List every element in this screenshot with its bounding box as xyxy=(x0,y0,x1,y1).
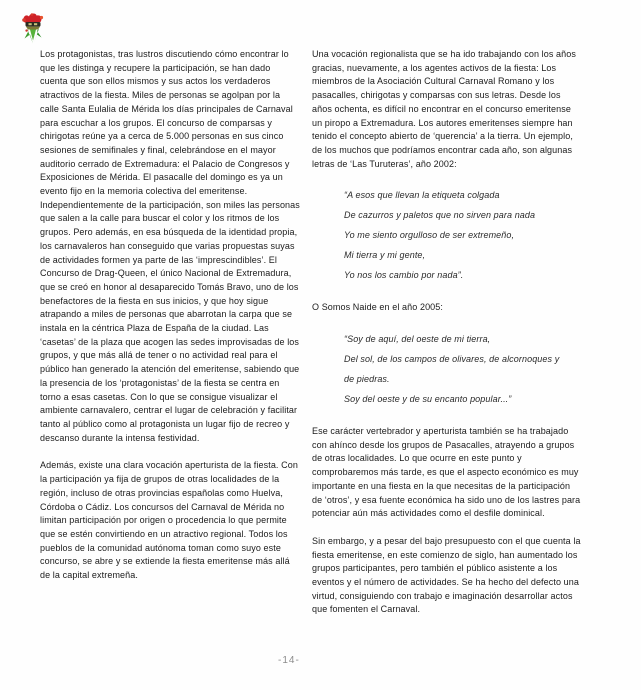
paragraph-caracter-vertebrador: Ese carácter vertebrador y aperturista también se ha trabajado con ahínco desde los grupos de Pasacalles, atrayendo a grupos de otras localidades. Lo que ocurre en este punto y comprobaremos más tarde, es que el aspecto económico es muy importante en una fiesta en la que necesitas de la participación de ‘otros’, y esa fuente económica ha sido uno de los lastres para potenciar aún más actividades como el desfile dominical. xyxy=(312,426,581,519)
verse-line: “Soy de aquí, del oeste de mi tierra, xyxy=(344,334,491,345)
verse-line: Mi tierra y mi gente, xyxy=(344,250,426,261)
two-column-text-body xyxy=(40,48,602,631)
paragraph-sin-embargo: Sin embargo, y a pesar del bajo presupuesto con el que cuenta la fiesta emeritense, en este comienzo de siglo, han aumentado los grupos participantes, pero también el público asistente a los eventos y el número de actividades. Se ha hecho del defecto una virtud, consiguiendo con trabajo e imaginación desarrollar actos que fomenten el Carnaval. xyxy=(312,535,581,615)
page-number: -14- xyxy=(278,655,300,666)
verse-line: “A esos que llevan la etiqueta colgada xyxy=(344,190,500,201)
paragraph-somos-naide: O Somos Naide en el año 2005: xyxy=(312,302,443,313)
paragraph-protagonistas: Los protagonistas, tras lustros discutiendo cómo encontrar lo que les distinga y recupere la participación, se han dado cuenta que son ellos mismos y sus actos los verdaderos atractivos de la fiesta. Miles de personas se agolpan por la calle Santa Eulalia de Mérida los días principales de Carnaval para escuchar a los grupos. El concurso de comparsas y chirigotas reúne ya a cerca de 5.000 personas en sus cinco sesiones de semifinales y final, celebrándose en el mayor auditorio cerrado de Extremadura: el Palacio de Congresos y Exposiciones de Mérida. El pasacalle del domingo es ya un evento fijo en la memoria colectiva del emeritense. Independientemente de la participación, son miles las personas que salen a la calle para buscar el color y los ritmos de los grupos. Pero además, en esa búsqueda de la identidad propia, los carnavaleros han conseguido que varias propuestas suyas de actividades formen ya parte de las ‘imprescindibles’. El Concurso de Drag-Queen, el único Nacional de Extremadura, que se creó en honor al desaparecido Tomás Bravo, uno de los benefactores de la fiesta en sus inicios, y que hoy sigue atrapando a miles de personas que abarrotan la carpa que se instala en la céntrica Plaza de España de la ciudad. Las ‘casetas’ de la plaza que acogen las sedes improvisadas de los grupos, y que más allá de tener o no actividad real para el público han generado la atención del emeritense, sabiendo que la presencia de los ‘protagonistas’ de la fiesta se centra en torno a esas casetas. Con lo que se consigue visualizar el ambiente carnavalero, centrar el lugar de celebración y facilitar tanto al público como al protagonista un lugar fijo de recreo y descanso durante la intensa festividad. xyxy=(40,49,300,443)
carnival-jester-logo-icon xyxy=(20,12,46,46)
paragraph-vocacion-regionalista: Una vocación regionalista que se ha ido trabajando con los años gracias, nuevamente, a los agentes activos de la fiesta: Los miembros de la Asociación Cultural Carnaval Romano y los pasacalles, chirigotas y comparsas con sus letras. Desde los años ochenta, es difícil no encontrar en el concurso emeritense un piropo a Extremadura. Los autores emeritenses siempre han tenido el concepto abierto de ‘querencia’ a la tierra. Un ejemplo, de los muchos que podríamos encontrar cada año, son algunas letras de ‘Las Turuteras’, año 2002: xyxy=(312,49,576,169)
verse-line: Soy del oeste y de su encanto popular...” xyxy=(344,394,512,405)
verse-quote-somos-naide-2005 xyxy=(344,329,582,409)
verse-quote-las-turuteras-2002 xyxy=(344,185,582,285)
verse-line: De cazurros y paletos que no sirven para nada xyxy=(344,210,536,221)
verse-line: Del sol, de los campos de olivares, de alcornoques y xyxy=(344,354,560,365)
verse-line: Yo nos los cambio por nada”. xyxy=(344,270,464,281)
verse-line: de piedras. xyxy=(344,374,390,385)
right-column xyxy=(312,48,582,631)
paragraph-vocacion-aperturista: Además, existe una clara vocación aperturista de la fiesta. Con la participación ya fija de grupos de otras localidades de la región, incluso de otras provincias españolas como Huelva, Córdoba o Cádiz. Los concursos del Carnaval de Mérida no limitan participación por origen o procedencia lo que permite que se estén convirtiendo en un atractivo regional. Todos los pueblos de la comunidad autónoma toman como suyo este concurso, se abre y se extiende la fiesta emeritense más allá de la capital extremeña. xyxy=(40,460,298,581)
verse-line: Yo me siento orgulloso de ser extremeño, xyxy=(344,230,515,241)
left-column xyxy=(40,48,300,631)
